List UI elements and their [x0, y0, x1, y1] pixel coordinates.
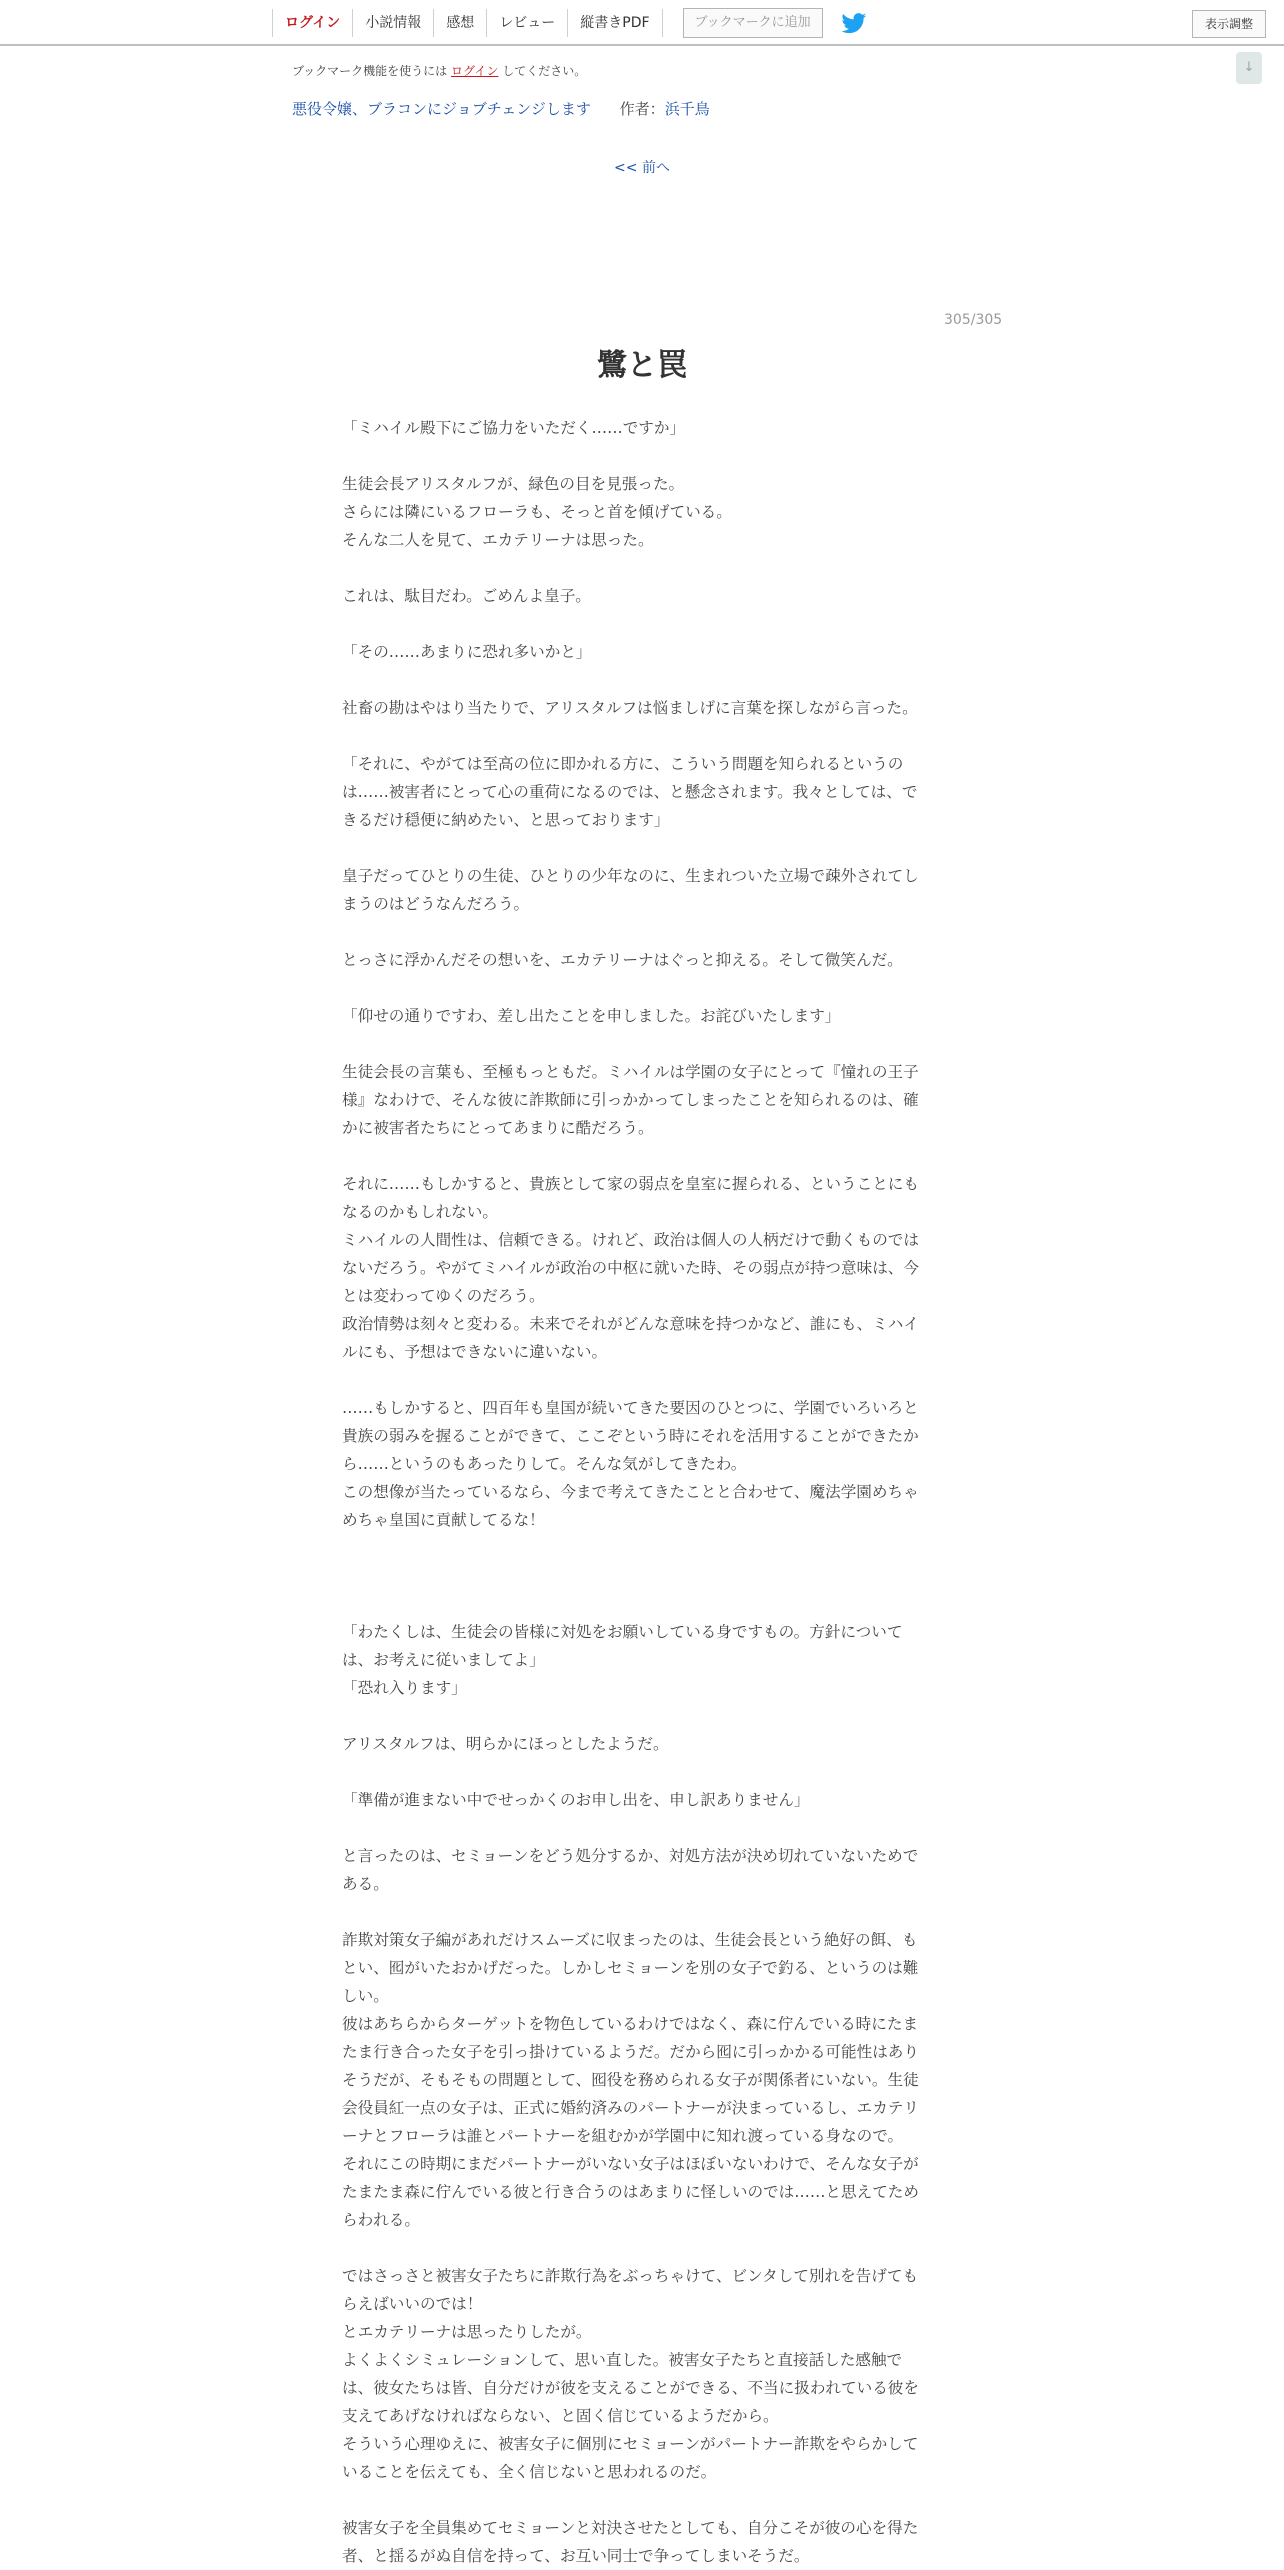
- paragraph: [342, 1618, 942, 1702]
- paragraph: [342, 862, 942, 918]
- novel-title-line: [292, 98, 710, 119]
- twitter-icon[interactable]: [841, 12, 867, 34]
- chapter-body: [342, 414, 942, 2570]
- notice-prefix: ブックマーク機能を使うには: [292, 64, 448, 78]
- text-line: それに……もしかすると、貴族として家の弱点を皇室に握られる、ということにも: [342, 1175, 919, 1193]
- text-line: 生徒会長アリスタルフが、緑色の目を見張った。: [342, 475, 685, 493]
- scroll-down-button[interactable]: ↓: [1236, 52, 1262, 84]
- notice-suffix: してください。: [502, 64, 587, 78]
- text-line: とエカテリーナは思ったりしたが。: [342, 2323, 592, 2341]
- text-line: 会役員紅一点の女子は、正式に婚約済みのパートナーが決まっているし、エカテリ: [342, 2099, 919, 2117]
- text-line: 「わたくしは、生徒会の皆様に対処をお願いしている身ですもの。方針について: [342, 1623, 903, 1641]
- previous-link-text[interactable]: << 前へ: [614, 160, 670, 176]
- text-line: たまたま森に佇んでいる彼と行き合うのはあまりに怪しいのでは……と思えてため: [342, 2183, 919, 2201]
- text-line: そうだが、そもそもの問題として、囮役を務められる女子が関係者にいない。生徒: [342, 2071, 919, 2089]
- author-link[interactable]: 浜千鳥: [664, 100, 710, 118]
- text-line: きるだけ穏便に納めたい、と思っております」: [342, 811, 670, 829]
- text-line: 者、と揺るがぬ自信を持って、お互い同士で争ってしまいそうだ。: [342, 2547, 810, 2565]
- main-nav: [272, 0, 867, 46]
- text-line: ミハイルの人間性は、信頼できる。けれど、政治は個人の人柄だけで動くものでは: [342, 1231, 919, 1249]
- text-line: は、お考えに従いましてよ」: [342, 1651, 545, 1669]
- text-line: ではさっさと被害女子たちに詐欺行為をぶっちゃけて、ビンタして別れを告げても: [342, 2267, 919, 2285]
- text-line: 「準備が進まない中でせっかくのお申し出を、申し訳ありません」: [342, 1791, 810, 1809]
- text-line: 詐欺対策女子編があれだけスムーズに収まったのは、生徒会長という絶好の餌、も: [342, 1931, 918, 1949]
- nav-novel-info-link[interactable]: 小説情報: [352, 9, 433, 37]
- text-line: 「その……あまりに恐れ多いかと」: [342, 643, 592, 661]
- nav-vertical-pdf-link[interactable]: 縦書きPDF: [567, 9, 662, 37]
- paragraph: [342, 2262, 942, 2486]
- text-line: 様』なわけで、そんな彼に詐欺師に引っかかってしまったことを知られるのは、確: [342, 1091, 919, 1109]
- paragraph: [342, 946, 942, 974]
- nav-impressions-link[interactable]: 感想: [433, 9, 486, 37]
- author-label: 作者：: [619, 100, 665, 118]
- paragraph: [342, 638, 942, 666]
- top-navigation-bar: [0, 0, 1284, 46]
- bookmark-login-notice: [292, 62, 586, 79]
- text-line: よくよくシミュレーションして、思い直した。被害女子たちと直接話した感触で: [342, 2351, 903, 2369]
- text-line: そういう心理ゆえに、被害女子に個別にセミョーンがパートナー詐欺をやらかして: [342, 2435, 919, 2453]
- paragraph: [342, 1058, 942, 1142]
- text-line: と言ったのは、セミョーンをどう処分するか、対処方法が決め切れていないためで: [342, 1847, 919, 1865]
- text-line: めちゃ皇国に貢献してるな！: [342, 1511, 545, 1529]
- text-line: ……もしかすると、四百年も皇国が続いてきた要因のひとつに、学園でいろいろと: [342, 1399, 919, 1417]
- text-line: この想像が当たっているなら、今まで考えてきたことと合わせて、魔法学園めちゃ: [342, 1483, 919, 1501]
- text-line: 支えてあげなければならない、と固く信じているようだから。: [342, 2407, 779, 2425]
- text-line: ルにも、予想はできないに違いない。: [342, 1343, 608, 1361]
- paragraph: [342, 1170, 942, 1366]
- paragraph: [342, 1730, 942, 1758]
- text-line: これは、駄目だわ。ごめんよ皇子。: [342, 587, 591, 605]
- paragraph: [342, 1926, 942, 2234]
- text-line: ないだろう。やがてミハイルが政治の中枢に就いた時、その弱点が持つ意味は、今: [342, 1259, 919, 1277]
- text-line: 「恐れ入ります」: [342, 1679, 467, 1697]
- text-line: 彼はあちらからターゲットを物色しているわけではなく、森に佇んでいる時にたま: [342, 2015, 919, 2033]
- text-line: 政治情勢は刻々と変わる。未来でそれがどんな意味を持つかなど、誰にも、ミハイ: [342, 1315, 919, 1333]
- text-line: は……被害者にとって心の重荷になるのでは、と懸念されます。我々としては、で: [342, 783, 918, 801]
- text-line: 「仰せの通りですわ、差し出たことを申しました。お詫びいたします」: [342, 1007, 841, 1025]
- paragraph: [342, 470, 942, 554]
- text-line: は、彼女たちは皆、自分だけが彼を支えることができる、不当に扱われている彼を: [342, 2379, 919, 2397]
- text-line: 皇子だってひとりの生徒、ひとりの少年なのに、生まれついた立場で疎外されてし: [342, 867, 919, 885]
- chapter-counter: 305/305: [944, 312, 1003, 328]
- series-title-link[interactable]: 悪役令嬢、ブラコンにジョブチェンジします: [292, 100, 591, 118]
- text-line: それにこの時期にまだパートナーがいない女子はほぼいないわけで、そんな女子が: [342, 2155, 919, 2173]
- paragraph: [342, 694, 942, 722]
- text-line: いることを伝えても、全く信じないと思われるのだ。: [342, 2463, 717, 2481]
- text-line: ある。: [342, 1875, 389, 1893]
- previous-chapter-link: [0, 157, 1284, 177]
- text-line: とい、囮がいたおかげだった。しかしセミョーンを別の女子で釣る、というのは難: [342, 1959, 919, 1977]
- text-line: らえばいいのでは！: [342, 2295, 483, 2313]
- text-line: そんな二人を見て、エカテリーナは思った。: [342, 531, 654, 549]
- text-line: かに被害者たちにとってあまりに酷だろう。: [342, 1119, 654, 1137]
- paragraph: [342, 414, 942, 442]
- text-line: なるのかもしれない。: [342, 1203, 498, 1221]
- chapter-title: 鷺と罠: [597, 348, 687, 383]
- paragraph: [342, 750, 942, 834]
- display-settings-button[interactable]: 表示調整: [1192, 10, 1266, 38]
- text-line: 貴族の弱みを握ることができて、ここぞという時にそれを活用することができたか: [342, 1427, 919, 1445]
- add-bookmark-button[interactable]: ブックマークに追加: [683, 8, 823, 38]
- text-line: まうのはどうなんだろう。: [342, 895, 530, 913]
- text-line: ら……というのもあったりして。そんな気がしてきたわ。: [342, 1455, 747, 1473]
- paragraph: [342, 2514, 942, 2570]
- text-line: ーナとフローラは誰とパートナーを組むかが学園中に知れ渡っている身なので。: [342, 2127, 904, 2145]
- paragraph: [342, 1842, 942, 1898]
- text-line: たま行き合った女子を引っ掛けているようだ。だから囮に引っかかる可能性はあり: [342, 2043, 919, 2061]
- text-line: とは変わってゆくのだろう。: [342, 1287, 545, 1305]
- text-line: 社畜の勘はやはり当たりで、アリスタルフは悩ましげに言葉を探しながら言った。: [342, 699, 918, 717]
- nav-login-link[interactable]: ログイン: [272, 9, 352, 37]
- text-line: 「それに、やがては至高の位に即かれる方に、こういう問題を知られるというの: [342, 755, 904, 773]
- text-line: アリスタルフは、明らかにほっとしたようだ。: [342, 1735, 669, 1753]
- text-line: さらには隣にいるフローラも、そっと首を傾げている。: [342, 503, 732, 521]
- text-line: 「ミハイル殿下にご協力をいただく……ですか」: [342, 419, 686, 437]
- text-line: しい。: [342, 1987, 389, 2005]
- paragraph: [342, 582, 942, 610]
- nav-review-link[interactable]: レビュー: [486, 9, 567, 37]
- text-line: 被害女子を全員集めてセミョーンと対決させたとしても、自分こそが彼の心を得た: [342, 2519, 919, 2537]
- text-line: らわれる。: [342, 2211, 420, 2229]
- text-line: 生徒会長の言葉も、至極もっともだ。ミハイルは学園の女子にとって『憧れの王子: [342, 1063, 919, 1081]
- notice-login-link[interactable]: ログイン: [451, 64, 499, 78]
- text-line: とっさに浮かんだその想いを、エカテリーナはぐっと抑える。そして微笑んだ。: [342, 951, 903, 969]
- paragraph: [342, 1394, 942, 1534]
- paragraph: [342, 1786, 942, 1814]
- paragraph: [342, 1002, 942, 1030]
